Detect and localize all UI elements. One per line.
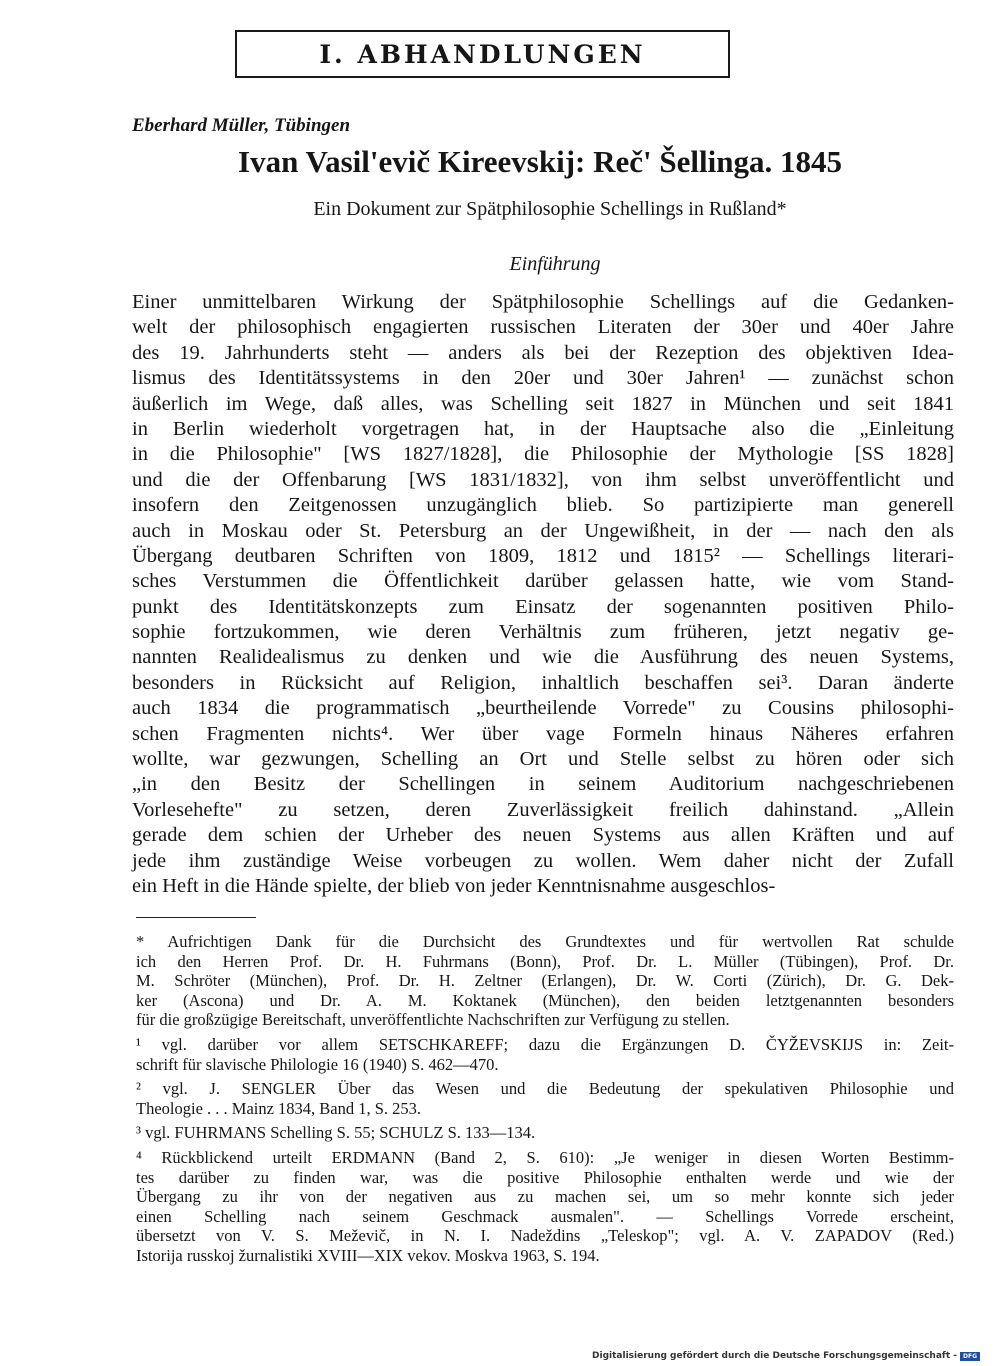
body-line: „in den Besitz der Schellingen in seinem Auditorium nachgeschriebenen [132, 773, 954, 796]
article-subtitle: Ein Dokument zur Spätphilosophie Schellings in Rußland* [313, 198, 787, 220]
article-title: Ivan Vasil'evič Kireevskij: Reč' Šellinga. 1845 [238, 144, 842, 179]
body-line: wollte, war gezwungen, Schelling an Ort und Stelle selbst zu hören oder sich [132, 748, 954, 771]
body-line: insofern den Zeitgenossen unzugänglich blieb. So partizipierte man generell [132, 494, 954, 517]
dfg-logo: DFG [960, 1352, 980, 1361]
footnote-line: * Aufrichtigen Dank für die Durchsicht des Grundtextes und für wertvollen Rat schulde [136, 932, 954, 951]
body-line: nannten Realidealismus zu denken und wie die Ausführung des neuen Systems, [132, 646, 954, 669]
body-line: des 19. Jahrhunderts steht — anders als bei der Rezeption des objektiven Idea- [132, 341, 954, 364]
footnote-line: ¹ vgl. darüber vor allem SETSCHKAREFF; dazu die Ergänzungen D. ČYŽEVSKIJS in: Zeit- [136, 1034, 954, 1054]
footnotes [136, 932, 954, 1271]
body-line: welt der philosophisch engagierten russischen Literaten der 30er und 40er Jahre [132, 316, 954, 339]
body-line: und die der Offenbarung [WS 1831/1832], von ihm selbst unveröffentlicht und [132, 468, 954, 491]
section-title: I. ABHANDLUNGEN [319, 39, 646, 69]
body-line: sches Verstummen die Öffentlichkeit darüber gelassen hatte, wie vom Stand- [132, 570, 954, 593]
body-line: sophie fortzukommen, wie deren Verhältnis zum früheren, jetzt negativ ge- [132, 621, 954, 644]
body-line: auch 1834 die programmatisch „beurtheilende Vorrede" zu Cousins philosophi- [132, 697, 954, 720]
footnote-divider [136, 917, 256, 918]
footnote-line: ² vgl. J. SENGLER Über das Wesen und die Bedeutung der spekulativen Philosophie und [136, 1079, 954, 1099]
body-line: Vorlesehefte" zu setzen, deren Zuverlässigkeit freilich dahinstand. „Allein [132, 798, 954, 821]
credit-text: Digitalisierung gefördert durch die Deutsche Forschungsgemeinschaft - [592, 1351, 957, 1361]
footnote-line: ⁴ Rückblickend urteilt ERDMANN (Band 2, S. 610): „Je weniger in diesen Worten Bestimm- [136, 1147, 954, 1167]
footnote-line: Übergang zu ihr von der negativen aus zu machen sei, um so mehr konnte sich jeder [136, 1187, 954, 1207]
body-line: ein Heft in die Hände spielte, der blieb von jeder Kenntnisnahme ausgeschlos- [132, 874, 776, 897]
digitization-credit [592, 1351, 980, 1361]
footnote-line: übersetzt von V. S. Meževič, in N. I. Nadeždins „Teleskop"; vgl. A. V. ZAPADOV (Red.) [136, 1226, 954, 1246]
footnote [136, 932, 954, 1030]
footnote [136, 1035, 954, 1074]
body-line: punkt des Identitätskonzepts zum Einsatz der sogenannten positiven Philo- [132, 595, 954, 618]
footnote [136, 1123, 954, 1143]
body-line: in Berlin wiederholt vorgetragen hat, in der Hauptsache also die „Einleitung [132, 417, 954, 440]
footnote-line: ich den Herren Prof. Dr. H. Fuhrmans (Bonn), Prof. Dr. L. Müller (Tübingen), Prof. Dr. [136, 951, 954, 971]
section-title-box [235, 30, 730, 78]
body-line: Einer unmittelbaren Wirkung der Spätphilosophie Schellings auf die Gedanken- [132, 291, 954, 313]
footnote [136, 1079, 954, 1118]
footnote-line: tes darüber zu finden war, was die positive Philosophie enthalten werde und wie der [136, 1167, 954, 1187]
body-line: lismus des Identitätssystems in den 20er und 30er Jahren¹ — zunächst schon [132, 367, 954, 390]
body-line: besonders in Rücksicht auf Religion, inhaltlich beschaffen sei³. Daran änderte [132, 671, 954, 694]
body-text [132, 290, 954, 899]
body-line: jede ihm zuständige Weise vorbeugen zu wollen. Wem daher nicht der Zufall [132, 849, 954, 872]
footnote [136, 1148, 954, 1266]
footnote-line: Istorija russkoj žurnalistiki XVIII—XIX vekov. Moskva 1963, S. 194. [136, 1245, 600, 1265]
body-line: auch in Moskau oder St. Petersburg an der Ungewißheit, in der — nach den als [132, 519, 954, 542]
footnote-line: M. Schröter (München), Prof. Dr. H. Zeltner (Erlangen), Dr. W. Corti (Zürich), Dr. G. Dek- [136, 971, 954, 991]
body-line: äußerlich im Wege, daß alles, was Schelling seit 1827 in München und seit 1841 [132, 392, 954, 415]
footnote-line: ³ vgl. FUHRMANS Schelling S. 55; SCHULZ S. 133—134. [136, 1123, 536, 1143]
body-line: gerade dem schien der Urheber des neuen Systems aus allen Kräften und auf [132, 824, 954, 847]
body-line: in die Philosophie" [WS 1827/1828], die Philosophie der Mythologie [SS 1828] [132, 443, 954, 466]
body-line: schen Fragmenten nichts⁴. Wer über vage Formeln hinaus Näheres erfahren [132, 722, 954, 745]
footnote-line: schrift für slavische Philologie 16 (1940) S. 462—470. [136, 1054, 499, 1074]
body-line: Übergang deutbaren Schriften von 1809, 1812 und 1815² — Schellings literari- [132, 544, 954, 567]
article-author: Eberhard Müller, Tübingen [132, 115, 351, 136]
footnote-line: einen Schelling nach seinem Geschmack ausmalen". — Schellings Vorrede erscheint, [136, 1206, 954, 1226]
section-heading: Einführung [509, 253, 601, 275]
footnote-line: ker (Ascona) und Dr. A. M. Koktanek (München), den beiden letztgenannten besonders [136, 990, 954, 1010]
footnote-line: für die großzügige Bereitschaft, unveröffentlichte Nachschriften zur Verfügung zu stellen. [136, 1010, 730, 1030]
footnote-line: Theologie . . . Mainz 1834, Band 1, S. 253. [136, 1098, 422, 1118]
